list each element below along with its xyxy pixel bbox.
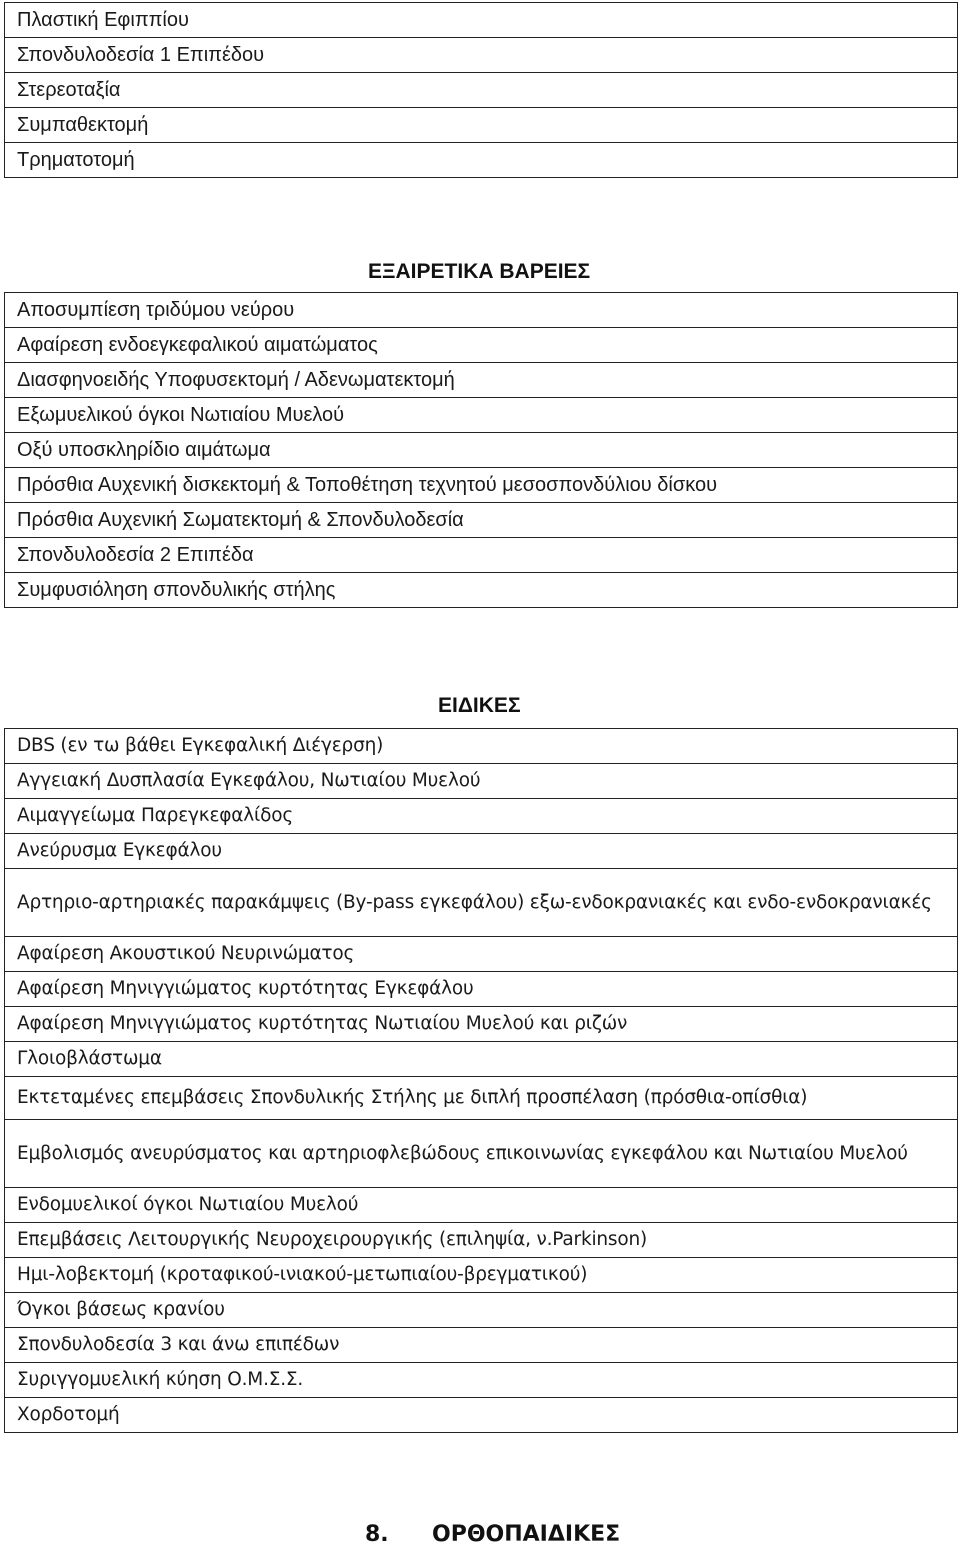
section-title: ΟΡΘΟΠΑΙΔΙΚΕΣ xyxy=(432,1522,621,1547)
list-item: Αφαίρεση Ακουστικού Νευρινώματος xyxy=(5,937,958,972)
table-row xyxy=(5,1258,958,1293)
table-row xyxy=(5,1007,958,1042)
table-row xyxy=(5,1328,958,1363)
table-row xyxy=(5,1223,958,1258)
table-row xyxy=(5,869,958,937)
table-row xyxy=(5,108,958,143)
table-row xyxy=(5,764,958,799)
table-top-procedures xyxy=(4,2,958,178)
table-row xyxy=(5,468,958,503)
table-row xyxy=(5,73,958,108)
list-item: Σπονδυλοδεσία 3 και άνω επιπέδων xyxy=(5,1328,958,1363)
section-heading-special: ΕΙΔΙΚΕΣ xyxy=(438,694,521,717)
table-row xyxy=(5,538,958,573)
list-item: Πρόσθια Αυχενική δισκεκτομή & Τοποθέτηση τεχνητού μεσοσπονδύλιου δίσκου xyxy=(5,468,958,503)
table-row xyxy=(5,1188,958,1223)
list-item: Όγκοι βάσεως κρανίου xyxy=(5,1293,958,1328)
list-item: Πλαστική Εφιππίου xyxy=(5,3,958,38)
table-row xyxy=(5,503,958,538)
list-item: DBS (εν τω βάθει Εγκεφαλική Διέγερση) xyxy=(5,729,958,764)
table-row xyxy=(5,799,958,834)
table-row xyxy=(5,1042,958,1077)
table-row xyxy=(5,972,958,1007)
list-item: Αγγειακή Δυσπλασία Εγκεφάλου, Νωτιαίου Μυελού xyxy=(5,764,958,799)
list-item: Στερεοταξία xyxy=(5,73,958,108)
list-item: Διασφηνοειδής Υποφυσεκτομή / Αδενωματεκτομή xyxy=(5,363,958,398)
section-heading-orthopedic xyxy=(365,1522,620,1547)
table-row xyxy=(5,3,958,38)
list-item: Αποσυμπίεση τριδύμου νεύρου xyxy=(5,293,958,328)
list-item: Ημι-λοβεκτομή (κροταφικού-ινιακού-μετωπιαίου-βρεγματικού) xyxy=(5,1258,958,1293)
table-row xyxy=(5,1363,958,1398)
list-item: Εκτεταμένες επεμβάσεις Σπονδυλικής Στήλης με διπλή προσπέλαση (πρόσθια-οπίσθια) xyxy=(5,1077,958,1120)
list-item: Τρηματοτομή xyxy=(5,143,958,178)
table-row xyxy=(5,293,958,328)
list-item: Αρτηριο-αρτηριακές παρακάμψεις (By-pass εγκεφάλου) εξω-ενδοκρανιακές και ενδο-ενδοκρανιακές xyxy=(5,869,958,937)
table-row xyxy=(5,1293,958,1328)
list-item: Εξωμυελικού όγκοι Νωτιαίου Μυελού xyxy=(5,398,958,433)
list-item: Πρόσθια Αυχενική Σωματεκτομή & Σπονδυλοδεσία xyxy=(5,503,958,538)
table-row xyxy=(5,143,958,178)
table-row xyxy=(5,38,958,73)
table-row xyxy=(5,729,958,764)
section-number: 8. xyxy=(365,1522,389,1547)
table-row xyxy=(5,398,958,433)
list-item: Συριγγομυελική κύηση Ο.Μ.Σ.Σ. xyxy=(5,1363,958,1398)
table-severe-procedures xyxy=(4,292,958,608)
table-row xyxy=(5,363,958,398)
list-item: Γλοιοβλάστωμα xyxy=(5,1042,958,1077)
list-item: Αιμαγγείωμα Παρεγκεφαλίδος xyxy=(5,799,958,834)
list-item: Ανεύρυσμα Εγκεφάλου xyxy=(5,834,958,869)
table-row xyxy=(5,1398,958,1433)
list-item: Επεμβάσεις Λειτουργικής Νευροχειρουργικής (επιληψία, ν.Parkinson) xyxy=(5,1223,958,1258)
list-item: Σπονδυλοδεσία 1 Επιπέδου xyxy=(5,38,958,73)
table-row xyxy=(5,573,958,608)
list-item: Χορδοτομή xyxy=(5,1398,958,1433)
list-item: Αφαίρεση ενδοεγκεφαλικού αιματώματος xyxy=(5,328,958,363)
table-row xyxy=(5,433,958,468)
section-heading-severe: ΕΞΑΙΡΕΤΙΚΑ ΒΑΡΕΙΕΣ xyxy=(368,260,591,283)
list-item: Σπονδυλοδεσία 2 Επιπέδα xyxy=(5,538,958,573)
list-item: Αφαίρεση Μηνιγγιώματος κυρτότητας Νωτιαίου Μυελού και ριζών xyxy=(5,1007,958,1042)
table-special-procedures xyxy=(4,728,958,1433)
list-item: Εμβολισμός ανευρύσματος και αρτηριοφλεβώδους επικοινωνίας εγκεφάλου και Νωτιαίου Μυελού xyxy=(5,1120,958,1188)
list-item: Συμπαθεκτομή xyxy=(5,108,958,143)
table-row xyxy=(5,1120,958,1188)
table-row xyxy=(5,937,958,972)
list-item: Ενδομυελικοί όγκοι Νωτιαίου Μυελού xyxy=(5,1188,958,1223)
table-row xyxy=(5,834,958,869)
list-item: Αφαίρεση Μηνιγγιώματος κυρτότητας Εγκεφάλου xyxy=(5,972,958,1007)
table-row xyxy=(5,328,958,363)
list-item: Συμφυσιόληση σπονδυλικής στήλης xyxy=(5,573,958,608)
table-row xyxy=(5,1077,958,1120)
list-item: Οξύ υποσκληρίδιο αιμάτωμα xyxy=(5,433,958,468)
